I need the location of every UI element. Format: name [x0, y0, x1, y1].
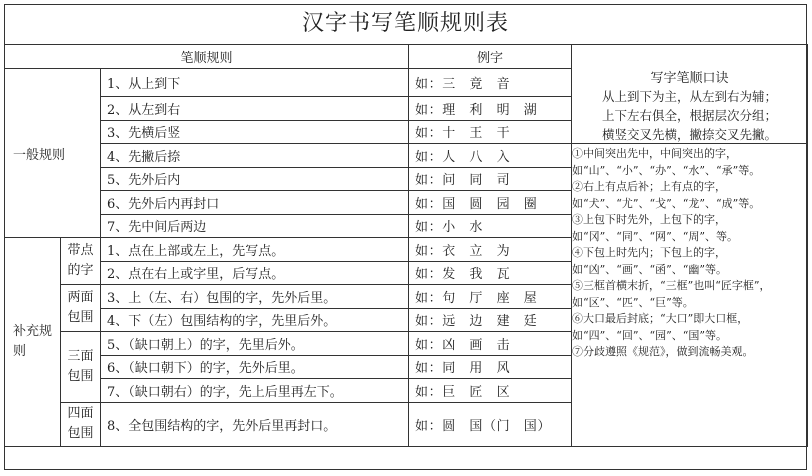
- example-cell: 如：人 八 入: [409, 144, 572, 168]
- example-cell: 如：凶 画 击: [409, 332, 572, 356]
- example-cell: 如：巨 匠 区: [409, 379, 572, 403]
- page-title: 汉字书写笔顺规则表: [301, 11, 509, 36]
- tip-item: ⑤三框首横末折，“三框”也叫“匠字框”，如“区”、“匹”、“巨”等。: [572, 279, 771, 309]
- rule-cell: 3、先横后竖: [101, 120, 409, 144]
- example-cell: 如：三 竟 音: [409, 69, 572, 97]
- tip-item: ①中间突出先中，中间突出的字，如“山”、“小”、“办”、“水”、“承”等。: [572, 147, 761, 177]
- table-row: [5, 144, 808, 168]
- rule-cell: 6、先外后内再封口: [101, 191, 409, 215]
- tip-item: ②右上有点后补；上有点的字，如“犬”、“尤”、“戈”、“龙”、“成”等。: [572, 180, 761, 210]
- rule-cell: 4、下（左）包围结构的字，先里后外。: [101, 308, 409, 332]
- tips-cell: [572, 144, 808, 447]
- example-cell: 如：远 边 建 廷: [409, 308, 572, 332]
- rule-cell: 7、（缺口朝右）的字，先上后里再左下。: [101, 379, 409, 403]
- subcategory-four-side: 四面包围: [61, 402, 101, 446]
- example-cell: 如：同 用 风: [409, 355, 572, 379]
- mnemonic-line: 上下左右俱全，根据层次分组；: [601, 108, 777, 123]
- example-cell: 如：句 厅 座 屋: [409, 285, 572, 309]
- example-cell: 如：衣 立 为: [409, 238, 572, 262]
- example-cell: 如：国 圆 园 圈: [409, 191, 572, 215]
- tip-item: ④下包上时先内；下包上的字，如“凶”、“画”、“函”、“幽”等。: [572, 246, 727, 276]
- header-examples: 例字: [409, 45, 572, 69]
- example-cell: 如：发 我 瓦: [409, 261, 572, 285]
- mnemonic-line: 横竖交叉先横，撇捺交叉先撇。: [601, 127, 777, 142]
- mnemonic-title: 写字笔顺口诀: [650, 71, 729, 86]
- example-cell: 如：问 同 司: [409, 167, 572, 191]
- subcategory-dot: 带点的字: [61, 238, 101, 285]
- mnemonic-cell: [572, 45, 808, 144]
- rule-cell: 5、（缺口朝上）的字，先里后外。: [101, 332, 409, 356]
- example-cell: 如：圆 国（门 国）: [409, 402, 572, 446]
- mnemonic-line: 从上到下为主，从左到右为辅；: [601, 89, 777, 104]
- category-supplement: 补充规则: [5, 238, 61, 447]
- rule-cell: 7、先中间后两边: [101, 214, 409, 238]
- rule-cell: 1、从上到下: [101, 69, 409, 97]
- rule-cell: 6、（缺口朝下）的字，先外后里。: [101, 355, 409, 379]
- subcategory-three-side: 三面包围: [61, 332, 101, 403]
- tip-item: ⑦分歧遵照《规范》，做到流畅美观。: [572, 345, 754, 358]
- example-cell: 如：十 王 干: [409, 120, 572, 144]
- example-cell: 如：理 利 明 湖: [409, 97, 572, 121]
- rule-cell: 5、先外后内: [101, 167, 409, 191]
- rule-cell: 2、点在右上或字里，后写点。: [101, 261, 409, 285]
- header-row: [5, 45, 808, 69]
- rule-cell: 1、点在上部或左上，先写点。: [101, 238, 409, 262]
- header-rules: 笔顺规则: [5, 45, 409, 69]
- subcategory-two-side: 两面包围: [61, 285, 101, 332]
- rule-cell: 8、全包围结构的字，先外后里再封口。: [101, 402, 409, 446]
- rule-cell: 3、上（左、右）包围的字，先外后里。: [101, 285, 409, 309]
- tip-item: ③上包下时先外，上包下的字，如“冈”、“同”、“网”、“周”、等。: [572, 213, 738, 243]
- example-cell: 如：小 水: [409, 214, 572, 238]
- rule-cell: 2、从左到右: [101, 97, 409, 121]
- rule-cell: 4、先撇后捺: [101, 144, 409, 168]
- tip-item: ⑥大口最后封底；“大口”即大口框，如“四”、“回”、“园”、“国”等。: [572, 312, 749, 342]
- stroke-order-table: [4, 44, 808, 447]
- category-general: 一般规则: [5, 69, 101, 238]
